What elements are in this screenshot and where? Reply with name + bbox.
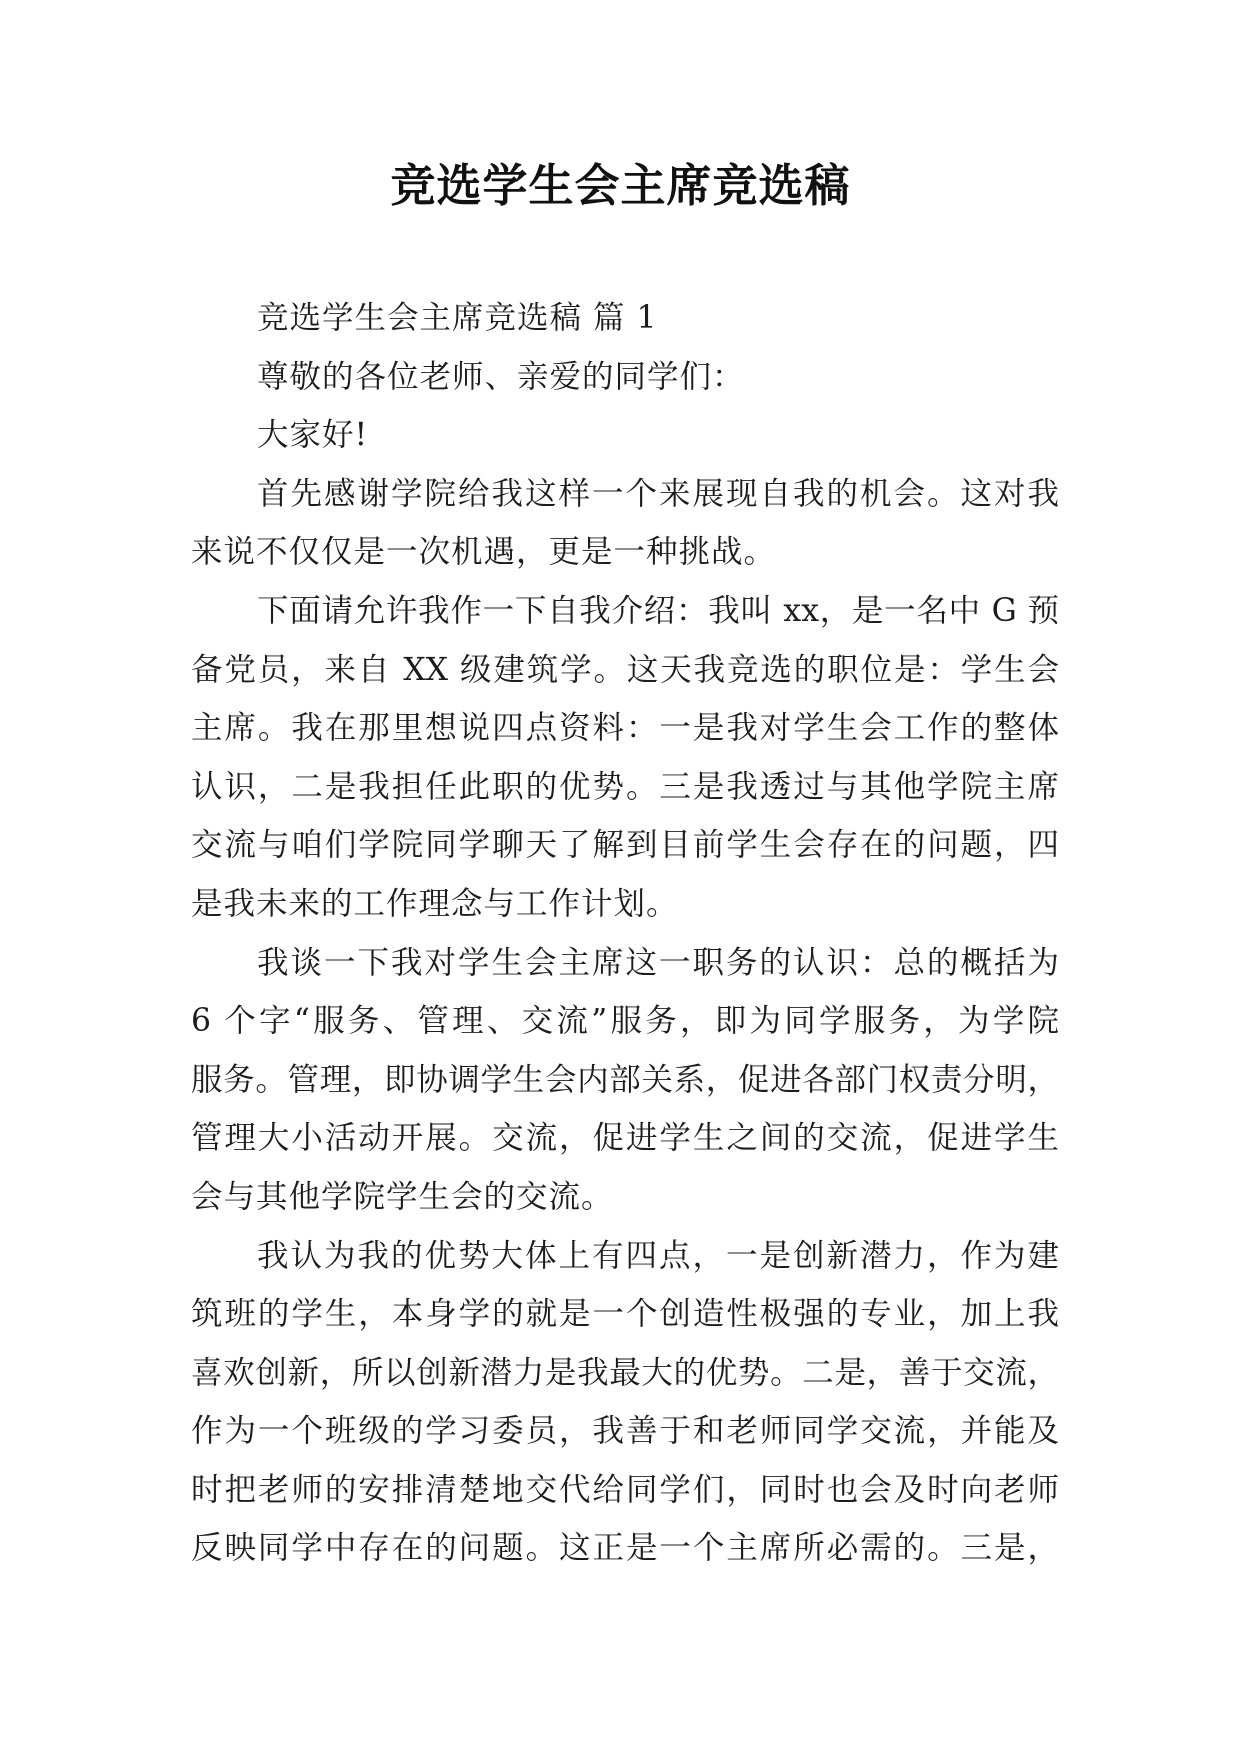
document-body <box>191 289 1059 1578</box>
text-line: 时把老师的安排清楚地交代给同学们，同时也会及时向老师 <box>191 1471 1059 1508</box>
text-line: 首先感谢学院给我这样一个来展现自我的机会。这对我 <box>257 475 1059 512</box>
text-line: 备党员，来自 XX 级建筑学。这天我竞选的职位是：学生会 <box>191 651 1059 688</box>
paragraph-greeting <box>191 406 1059 465</box>
text-line: 是我未来的工作理念与工作计划。 <box>191 885 679 922</box>
text-line: 管理大小活动开展。交流，促进学生之间的交流，促进学生 <box>191 1120 1059 1157</box>
text-line: 来说不仅仅是一次机遇，更是一种挑战。 <box>191 534 777 571</box>
document-title: 竞选学生会主席竞选稿 <box>390 159 851 212</box>
text-line: 主席。我在那里想说四点资料：一是我对学生会工作的整体 <box>191 710 1059 747</box>
text-line: 认识，二是我担任此职的优势。三是我透过与其他学院主席 <box>191 768 1059 805</box>
text-line: 作为一个班级的学习委员，我善于和老师同学交流，并能及 <box>191 1413 1059 1450</box>
paragraph-thanks <box>191 465 1059 582</box>
text-line: 尊敬的各位老师、亲爱的同学们： <box>257 358 745 395</box>
text-line: 竞选学生会主席竞选稿 篇 1 <box>257 300 658 336</box>
text-line: 会与其他学院学生会的交流。 <box>191 1178 614 1215</box>
text-line: 交流与咱们学院同学聊天了解到目前学生会存在的问题，四 <box>191 827 1059 864</box>
paragraph-salutation <box>191 348 1059 407</box>
paragraph-strengths <box>191 1227 1059 1579</box>
text-line: 6 个字“服务、管理、交流”服务，即为同学服务，为学院 <box>191 1003 1059 1040</box>
text-line: 下面请允许我作一下自我介绍：我叫 xx，是一名中 G 预 <box>257 592 1059 629</box>
text-line: 服务。管理，即协调学生会内部关系，促进各部门权责分明， <box>191 1061 1059 1098</box>
text-line: 大家好! <box>257 417 369 454</box>
text-line: 喜欢创新，所以创新潜力是我最大的优势。二是，善于交流， <box>191 1354 1059 1391</box>
text-line: 反映同学中存在的问题。这正是一个主席所必需的。三是， <box>191 1530 1059 1567</box>
text-line: 筑班的学生，本身学的就是一个创造性极强的专业，加上我 <box>191 1296 1059 1333</box>
paragraph-heading <box>191 289 1059 348</box>
text-line: 我谈一下我对学生会主席这一职务的认识：总的概括为 <box>257 944 1059 981</box>
text-line: 我认为我的优势大体上有四点，一是创新潜力，作为建 <box>257 1237 1059 1274</box>
paragraph-role-understanding <box>191 934 1059 1227</box>
paragraph-introduction <box>191 582 1059 934</box>
